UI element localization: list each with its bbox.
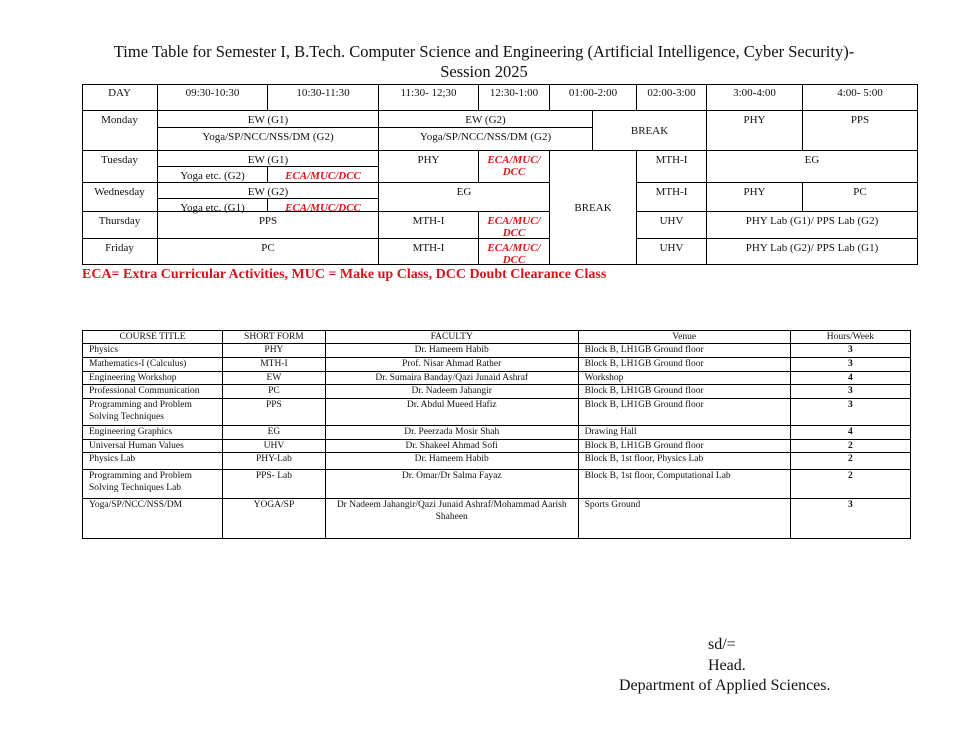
- timetable-cell: MTH-I: [379, 239, 479, 264]
- table-cell: Dr. Abdul Mueed Hafiz: [325, 399, 578, 426]
- timetable-cell: MTH-I: [379, 212, 479, 239]
- timetable-cell: ECA/MUC/ DCC: [479, 239, 550, 264]
- table-cell: Workshop: [578, 372, 790, 385]
- timetable-cell: MTH-I: [637, 183, 707, 212]
- timetable-cell: Thursday: [82, 212, 158, 239]
- table-row: [83, 358, 911, 372]
- table-cell: 2: [790, 440, 910, 453]
- table-cell: UHV: [223, 440, 326, 453]
- timetable-cell: EW (G1): [158, 151, 379, 167]
- table-cell: PHY: [223, 344, 326, 358]
- timetable-cell: EW (G2): [158, 183, 379, 199]
- timetable-cell: BREAK: [593, 111, 707, 151]
- table-row: [83, 470, 911, 499]
- timetable-cell: Yoga/SP/NCC/NSS/DM (G2): [158, 128, 379, 151]
- table-cell: PHY-Lab: [223, 453, 326, 470]
- table-cell: Block B, LH1GB Ground floor: [578, 344, 790, 358]
- table-cell: 3: [790, 358, 910, 372]
- timetable-cell: PPS: [158, 212, 379, 239]
- table-cell: Dr Nadeem Jahangir/Qazi Junaid Ashraf/Mohammad Aarish Shaheen: [325, 499, 578, 539]
- timetable-cell: DAY: [82, 84, 158, 111]
- column-header: FACULTY: [325, 331, 578, 344]
- table-row: [83, 440, 911, 453]
- timetable-cell: PC: [158, 239, 379, 264]
- table-cell: Dr. Omar/Dr Salma Fayaz: [325, 470, 578, 499]
- timetable-cell: 02:00-3:00: [637, 84, 707, 111]
- timetable-cell: EW (G1): [158, 111, 379, 128]
- timetable-cell: Yoga etc. (G1): [158, 199, 268, 212]
- timetable-cell: PHY Lab (G1)/ PPS Lab (G2): [707, 212, 917, 239]
- table-cell: 3: [790, 499, 910, 539]
- timetable-cell: Tuesday: [82, 151, 158, 183]
- table-cell: Block B, 1st floor, Physics Lab: [578, 453, 790, 470]
- table-row: [83, 385, 911, 399]
- table-cell: Dr. Hameem Habib: [325, 344, 578, 358]
- course-table-header: [83, 331, 911, 344]
- table-cell: PPS: [223, 399, 326, 426]
- timetable-cell: ECA/MUC/DCC: [268, 167, 379, 183]
- timetable-cell: UHV: [637, 212, 707, 239]
- timetable-cell: PPS: [803, 111, 917, 151]
- table-cell: Dr. Nadeem Jahangir: [325, 385, 578, 399]
- column-header: Hours/Week: [790, 331, 910, 344]
- timetable-cell: ECA/MUC/DCC: [268, 199, 379, 212]
- timetable-cell: PHY: [707, 183, 803, 212]
- table-row: [83, 453, 911, 470]
- timetable-cell: PC: [803, 183, 917, 212]
- table-cell: Professional Communication: [83, 385, 223, 399]
- table-cell: Sports Ground: [578, 499, 790, 539]
- course-table: [82, 330, 911, 539]
- table-cell: Engineering Graphics: [83, 426, 223, 440]
- table-row: [83, 499, 911, 539]
- table-row: [83, 426, 911, 440]
- table-row: [83, 372, 911, 385]
- legend: ECA= Extra Curricular Activities, MUC = Make up Class, DCC Doubt Clearance Class: [82, 267, 607, 282]
- page-subtitle: Session 2025: [440, 62, 528, 81]
- timetable-cell: PHY: [379, 151, 479, 183]
- table-cell: PPS- Lab: [223, 470, 326, 499]
- table-cell: Block B, LH1GB Ground floor: [578, 399, 790, 426]
- table-cell: 2: [790, 453, 910, 470]
- table-cell: EG: [223, 426, 326, 440]
- table-cell: PC: [223, 385, 326, 399]
- signature-department: Department of Applied Sciences.: [619, 677, 831, 694]
- timetable-cell: 11:30- 12;30: [379, 84, 479, 111]
- signature-head: Head.: [708, 657, 746, 674]
- table-cell: Drawing Hall: [578, 426, 790, 440]
- timetable-cell: Wednesday: [82, 183, 158, 212]
- table-cell: Programming and Problem Solving Techniques Lab: [83, 470, 223, 499]
- table-cell: 3: [790, 399, 910, 426]
- timetable-cell: ECA/MUC/ DCC: [479, 151, 550, 183]
- table-cell: Physics: [83, 344, 223, 358]
- table-cell: Prof. Nisar Ahmad Rather: [325, 358, 578, 372]
- table-cell: MTH-I: [223, 358, 326, 372]
- timetable-cell: EG: [707, 151, 917, 183]
- timetable-cell: 12:30-1:00: [479, 84, 550, 111]
- table-cell: Yoga/SP/NCC/NSS/DM: [83, 499, 223, 539]
- timetable-cell: Yoga etc. (G2): [158, 167, 268, 183]
- timetable-cell: EW (G2): [379, 111, 593, 128]
- table-cell: Dr. Shakeel Ahmad Sofi: [325, 440, 578, 453]
- table-row: [83, 399, 911, 426]
- timetable-cell: 10:30-11:30: [268, 84, 379, 111]
- timetable: [82, 84, 918, 265]
- column-header: SHORT FORM: [223, 331, 326, 344]
- table-cell: Dr. Peerzada Mosir Shah: [325, 426, 578, 440]
- timetable-cell: 01:00-2:00: [550, 84, 637, 111]
- table-cell: Programming and Problem Solving Techniques: [83, 399, 223, 426]
- table-row: [83, 344, 911, 358]
- timetable-cell: Yoga/SP/NCC/NSS/DM (G2): [379, 128, 593, 151]
- column-header: Venue: [578, 331, 790, 344]
- timetable-cell: PHY Lab (G2)/ PPS Lab (G1): [745, 242, 879, 254]
- timetable-cell: EG: [379, 183, 550, 212]
- table-cell: 3: [790, 344, 910, 358]
- table-cell: Dr. Hameem Habib: [325, 453, 578, 470]
- table-cell: 2: [790, 470, 910, 499]
- table-cell: Block B, 1st floor, Computational Lab: [578, 470, 790, 499]
- timetable-cell: MTH-I: [637, 151, 707, 183]
- timetable-cell: UHV: [637, 239, 707, 264]
- timetable-cell: PHY: [707, 111, 803, 151]
- page-title: Time Table for Semester I, B.Tech. Computer Science and Engineering (Artificial Intelligence, Cyber Security)-: [113, 42, 855, 61]
- table-cell: 3: [790, 385, 910, 399]
- timetable-cell: Friday: [82, 239, 158, 264]
- table-cell: EW: [223, 372, 326, 385]
- signature-sd: sd/=: [708, 636, 736, 653]
- timetable-cell: ECA/MUC/ DCC: [479, 212, 550, 239]
- table-cell: Engineering Workshop: [83, 372, 223, 385]
- table-cell: Block B, LH1GB Ground floor: [578, 358, 790, 372]
- timetable-cell: 3:00-4:00: [707, 84, 803, 111]
- timetable-cell: 4:00- 5:00: [803, 84, 917, 111]
- timetable-cell: 09:30-10:30: [158, 84, 268, 111]
- table-cell: Block B, LH1GB Ground floor: [578, 385, 790, 399]
- table-cell: 4: [790, 372, 910, 385]
- table-cell: 4: [790, 426, 910, 440]
- column-header: COURSE TITLE: [83, 331, 223, 344]
- timetable-cell: BREAK: [550, 151, 637, 264]
- table-cell: Block B, LH1GB Ground floor: [578, 440, 790, 453]
- timetable-cell: Monday: [82, 111, 158, 151]
- table-cell: Dr. Sumaira Banday/Qazi Junaid Ashraf: [325, 372, 578, 385]
- table-cell: YOGA/SP: [223, 499, 326, 539]
- table-cell: Universal Human Values: [83, 440, 223, 453]
- table-cell: Mathematics-I (Calculus): [83, 358, 223, 372]
- table-cell: Physics Lab: [83, 453, 223, 470]
